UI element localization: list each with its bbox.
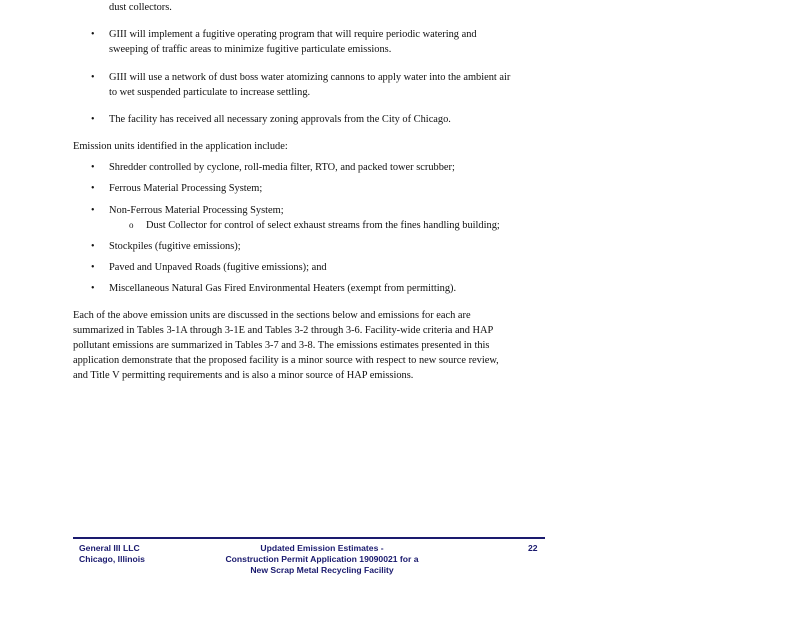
bullet-text-line: to wet suspended particulate to increase settling. xyxy=(109,87,311,98)
bullet-marker: • xyxy=(91,241,95,252)
bullet-marker: • xyxy=(91,114,95,125)
emission-unit-item: Stockpiles (fugitive emissions); xyxy=(109,241,241,252)
footer-rule xyxy=(73,537,545,539)
bullet-text-line: The facility has received all necessary zoning approvals from the City of Chicago. xyxy=(109,114,451,125)
continuation-text: dust collectors. xyxy=(109,2,172,13)
footer-title-line3: New Scrap Metal Recycling Facility xyxy=(250,565,394,575)
emission-unit-item: Non-Ferrous Material Processing System; xyxy=(109,205,284,216)
footer-title-line2: Construction Permit Application 19090021 for a xyxy=(225,554,419,564)
summary-paragraph-line: and Title V permitting requirements and is also a minor source of HAP emissions. xyxy=(73,370,414,381)
emission-unit-item: Paved and Unpaved Roads (fugitive emissions); and xyxy=(109,262,327,273)
summary-paragraph-line: application demonstrate that the proposed facility is a minor source with respect to new source review, xyxy=(73,355,499,366)
bullet-marker: • xyxy=(91,183,95,194)
summary-paragraph-line: Each of the above emission units are discussed in the sections below and emissions for each are xyxy=(73,310,471,321)
summary-paragraph-line: summarized in Tables 3-1A through 3-1E and Tables 3-2 through 3-6. Facility-wide criteria and HAP xyxy=(73,325,494,336)
emission-unit-item: Shredder controlled by cyclone, roll-media filter, RTO, and packed tower scrubber; xyxy=(109,162,455,173)
bullet-text-line: sweeping of traffic areas to minimize fugitive particulate emissions. xyxy=(109,44,392,55)
bullet-marker: • xyxy=(91,162,95,173)
emission-unit-item: Miscellaneous Natural Gas Fired Environmental Heaters (exempt from permitting). xyxy=(109,283,457,294)
bullet-marker: • xyxy=(91,72,95,83)
footer-company: General III LLC xyxy=(79,543,140,553)
bullet-marker: • xyxy=(91,205,95,216)
emission-unit-item: Ferrous Material Processing System; xyxy=(109,183,263,194)
bullet-marker: • xyxy=(91,283,95,294)
footer-page-number: 22 xyxy=(528,543,538,553)
bullet-marker: • xyxy=(91,29,95,40)
footer-title-line1: Updated Emission Estimates - xyxy=(260,543,384,553)
summary-paragraph-line: pollutant emissions are summarized in Tables 3-7 and 3-8. The emissions estimates presented in this xyxy=(73,340,490,351)
bullet-marker: • xyxy=(91,262,95,273)
sub-bullet-text: Dust Collector for control of select exhaust streams from the fines handling building; xyxy=(146,220,500,231)
sub-bullet-marker: o xyxy=(129,220,134,230)
bullet-text-line: GIII will use a network of dust boss water atomizing cannons to apply water into the ambient air xyxy=(109,72,511,83)
footer-location: Chicago, Illinois xyxy=(79,554,145,564)
emission-units-intro: Emission units identified in the application include: xyxy=(73,141,288,152)
bullet-text-line: GIII will implement a fugitive operating program that will require periodic watering and xyxy=(109,29,477,40)
